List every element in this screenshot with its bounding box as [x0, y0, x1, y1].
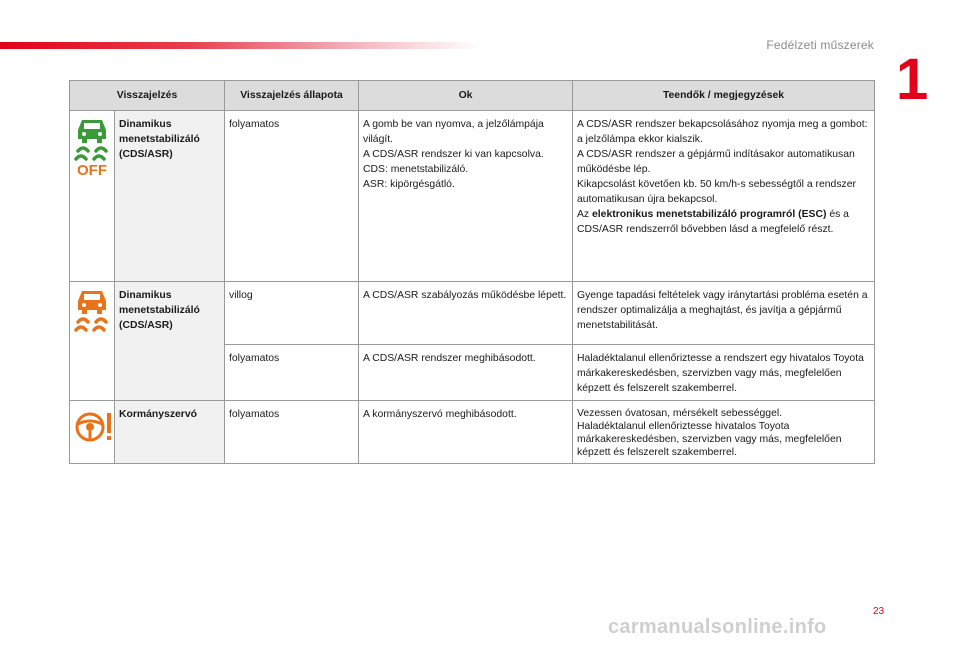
warning-lights-table	[69, 80, 875, 464]
indicator-cause: A gomb be van nyomva, a jelzőlámpája világít. A CDS/ASR rendszer ki van kapcsolva. CDS: menetstabilizáló. ASR: kipörgésgátló.	[359, 111, 573, 282]
table-header-row	[70, 81, 875, 111]
action-line: A CDS/ASR rendszer bekapcsolásához nyomja meg a gombot: a jelzőlámpa ekkor kialszik.	[577, 119, 868, 145]
header-red-bar	[0, 42, 480, 49]
indicator-state: folyamatos	[225, 345, 359, 401]
indicator-action: Haladéktalanul ellenőriztesse a rendszert egy hivatalos Toyota márkakereskedésben, szervizben vagy más, megfelelően képzett és felszerelt szakemberrel.	[573, 345, 875, 401]
column-header-cause: Ok	[359, 81, 573, 111]
table-row	[70, 282, 875, 345]
indicator-icon-cell	[70, 282, 115, 401]
indicator-action: Vezessen óvatosan, mérsékelt sebességgel. Haladéktalanul ellenőriztesse hivatalos Toyota márkakereskedésben, szervizben vagy más, megfelelően képzett és felszerelt szakemberrel.	[573, 401, 875, 464]
column-header-state: Visszajelzés állapota	[225, 81, 359, 111]
action-text: Az	[577, 209, 593, 220]
column-header-action: Teendők / megjegyzések	[573, 81, 875, 111]
indicator-action: Gyenge tapadási feltételek vagy iránytartási probléma esetén a rendszer optimalizálja a meghajtást, és javítja a gépjármű menetstabilitását.	[573, 282, 875, 345]
page-number: 23	[873, 606, 885, 617]
action-bold-reference: elektronikus menetstabilizáló programról (ESC)	[592, 209, 827, 220]
cds-asr-icon	[74, 288, 110, 339]
indicator-name: Dinamikus menetstabilizáló (CDS/ASR)	[115, 282, 225, 401]
indicator-name: Dinamikus menetstabilizáló (CDS/ASR)	[115, 111, 225, 282]
table-row	[70, 111, 875, 282]
indicator-cause: A CDS/ASR szabályozás működésbe lépett.	[359, 282, 573, 345]
indicator-cause: A CDS/ASR rendszer meghibásodott.	[359, 345, 573, 401]
indicator-state: villog	[225, 282, 359, 345]
indicator-state: folyamatos	[225, 401, 359, 464]
indicator-state: folyamatos	[225, 111, 359, 282]
action-line	[577, 207, 870, 237]
power-steering-warning-icon	[74, 407, 114, 452]
indicator-cause: A kormányszervó meghibásodott.	[359, 401, 573, 464]
indicator-icon-cell	[70, 111, 115, 282]
svg-text:OFF: OFF	[77, 162, 107, 177]
cds-asr-off-icon	[74, 117, 110, 182]
chapter-number: 1	[896, 47, 929, 112]
table-row	[70, 401, 875, 464]
column-header-indicator: Visszajelzés	[70, 81, 225, 111]
indicator-action	[573, 111, 875, 282]
indicator-name: Kormányszervó	[115, 401, 225, 464]
indicator-icon-cell	[70, 401, 115, 464]
section-title: Fedélzeti műszerek	[766, 38, 874, 52]
action-line: Kikapcsolást követően kb. 50 km/h-s sebességtől a rendszer automatikusan újra bekapcsol.	[577, 179, 856, 205]
watermark: carmanualsonline.info	[608, 616, 827, 638]
action-line: A CDS/ASR rendszer a gépjármű indításakor automatikusan működésbe lép.	[577, 149, 855, 175]
action-text: és a CDS/ASR rendszerről bővebben lásd a megfelelő részt.	[577, 209, 849, 235]
